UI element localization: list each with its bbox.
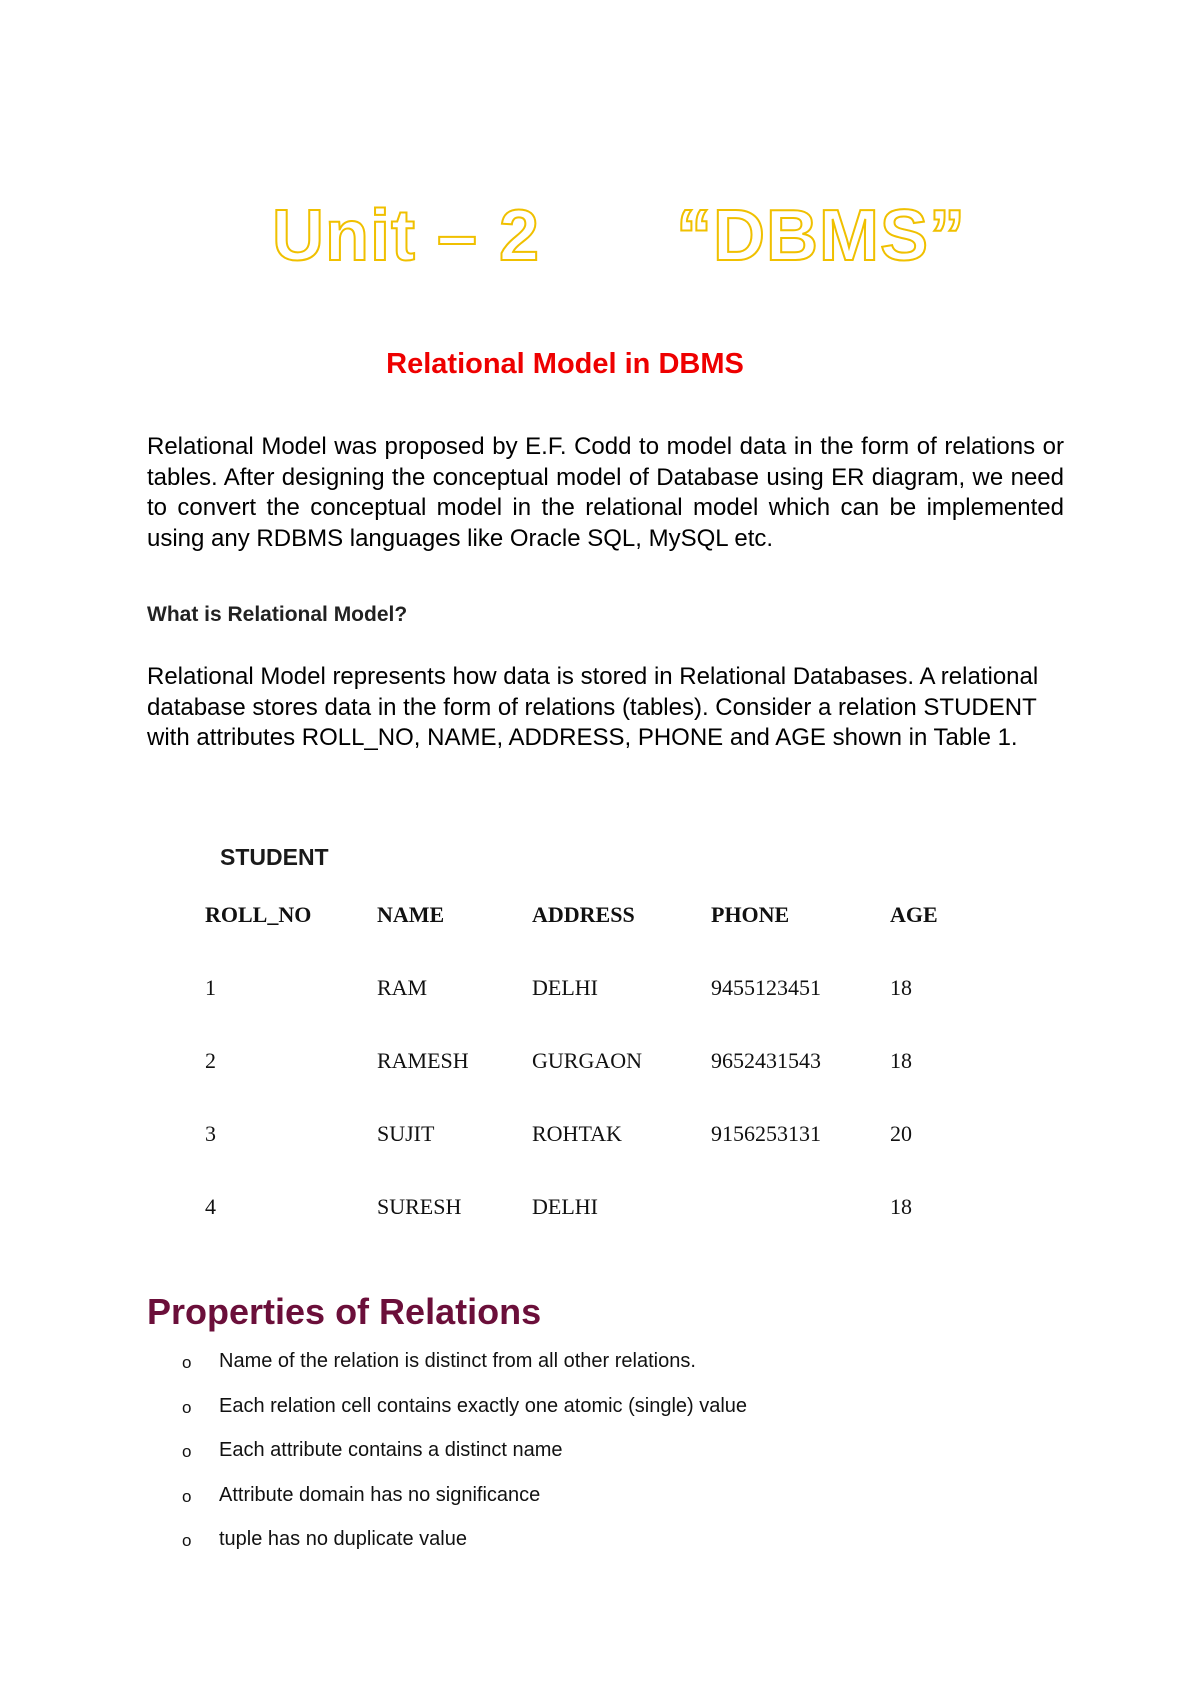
properties-heading: Properties of Relations [147,1291,542,1332]
circle-bullet-icon: o [182,1353,192,1372]
subject-label: “DBMS” [676,196,966,276]
table-row [205,1048,970,1121]
unit-title [272,196,966,276]
question-heading: What is Relational Model? [147,603,408,626]
table-header-row [205,902,970,975]
column-header: AGE [890,902,938,927]
table-cell: 9455123451 [711,975,821,1000]
list-item [182,1350,747,1395]
table-cell: ROHTAK [532,1121,622,1146]
list-item [182,1484,747,1529]
table-cell: 18 [890,1048,912,1073]
table-cell: 20 [890,1121,912,1146]
table-cell: 9652431543 [711,1048,821,1073]
table-cell [711,1194,890,1267]
table-cell: 4 [205,1194,216,1219]
table-cell: 1 [205,975,216,1000]
column-header: ROLL_NO [205,902,312,927]
circle-bullet-icon: o [182,1486,192,1506]
properties-list [182,1350,747,1573]
circle-bullet-icon: o [182,1531,192,1550]
section-heading: Relational Model in DBMS [386,348,744,380]
table-title: STUDENT [220,844,329,870]
unit-label: Unit – 2 [272,196,541,276]
table-cell: 2 [205,1048,216,1073]
list-item [182,1439,747,1484]
table-row [205,1121,970,1194]
column-header: NAME [377,902,445,927]
table-cell: 3 [205,1121,216,1146]
table-cell: GURGAON [532,1048,642,1073]
table-cell: 18 [890,975,912,1000]
table-row [205,1194,970,1267]
list-item [182,1395,747,1440]
list-item-text: tuple has no duplicate value [219,1528,467,1550]
table-cell: 18 [890,1194,912,1219]
list-item-text: Name of the relation is distinct from all other relations. [219,1350,696,1372]
circle-bullet-icon: o [182,1397,192,1417]
table-row [205,975,970,1048]
circle-bullet-icon: o [182,1442,192,1461]
table-cell: DELHI [532,1194,598,1219]
table-cell: 9156253131 [711,1121,821,1146]
list-item-text: Each relation cell contains exactly one atomic (single) value [219,1394,748,1417]
column-header: PHONE [711,902,790,927]
list-item [182,1528,747,1573]
table-cell: RAMESH [377,1048,469,1073]
answer-paragraph: Relational Model represents how data is stored in Relational Databases. A relational database stores data in the form of relations (tables). Consider a relation STUDENT with attributes ROLL_NO, NAME, ADDRESS, PHONE and AGE shown in Table 1. [147,663,1039,751]
list-item-text: Attribute domain has no significance [219,1483,541,1506]
intro-paragraph: Relational Model was proposed by E.F. Codd to model data in the form of relations or tables. After designing the conceptual model of Database using ER diagram, we need to convert the conceptual model in the relational model which can be implemented using any RDBMS languages like Oracle SQL, MySQL etc. [147,433,1064,552]
student-table [205,902,970,1267]
table-cell: DELHI [532,975,598,1000]
table-cell: RAM [377,975,428,1000]
table-cell: SURESH [377,1194,462,1219]
table-cell: SUJIT [377,1121,435,1146]
list-item-text: Each attribute contains a distinct name [219,1439,563,1461]
column-header: ADDRESS [532,902,635,927]
